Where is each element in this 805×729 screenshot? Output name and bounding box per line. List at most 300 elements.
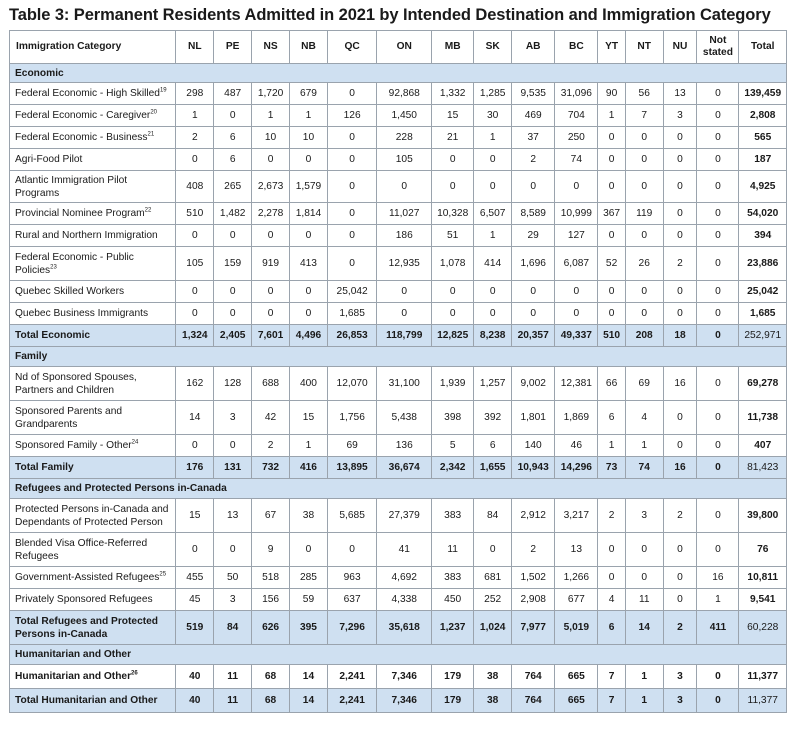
value-cell: 7,346	[377, 689, 432, 713]
total-cell: 54,020	[739, 203, 787, 225]
value-cell: 42	[252, 401, 290, 435]
value-cell: 3	[214, 401, 252, 435]
total-cell: 394	[739, 225, 787, 247]
value-cell: 1	[697, 589, 739, 611]
value-cell: 1,324	[176, 325, 214, 347]
value-cell: 1,237	[432, 611, 474, 645]
value-cell: 0	[663, 281, 697, 303]
table-row	[10, 533, 787, 567]
value-cell: 0	[474, 303, 512, 325]
value-cell: 0	[625, 171, 663, 203]
table-row	[10, 105, 787, 127]
value-cell: 0	[377, 303, 432, 325]
value-cell: 398	[432, 401, 474, 435]
value-cell: 450	[432, 589, 474, 611]
value-cell: 2	[512, 149, 555, 171]
category-cell: Quebec Skilled Workers	[10, 281, 176, 303]
category-cell: Government-Assisted Refugees$^{25}$	[10, 567, 176, 589]
value-cell: 159	[214, 247, 252, 281]
value-cell: 11	[432, 533, 474, 567]
value-cell: 0	[327, 171, 376, 203]
column-header-category: Immigration Category	[10, 31, 176, 64]
category-cell: Federal Economic - Business$^{21}$	[10, 127, 176, 149]
value-cell: 0	[663, 303, 697, 325]
value-cell: 1,266	[555, 567, 598, 589]
value-cell: 0	[176, 149, 214, 171]
value-cell: 16	[663, 367, 697, 401]
value-cell: 49,337	[555, 325, 598, 347]
value-cell: 408	[176, 171, 214, 203]
value-cell: 162	[176, 367, 214, 401]
value-cell: 1	[625, 665, 663, 689]
total-row	[10, 611, 787, 645]
value-cell: 13,895	[327, 457, 376, 479]
value-cell: 128	[214, 367, 252, 401]
value-cell: 119	[625, 203, 663, 225]
total-cell: 11,377	[739, 665, 787, 689]
value-cell: 0	[377, 171, 432, 203]
value-cell: 0	[625, 149, 663, 171]
column-header: NL	[176, 31, 214, 64]
total-cell: 81,423	[739, 457, 787, 479]
value-cell: 228	[377, 127, 432, 149]
value-cell: 0	[663, 401, 697, 435]
value-cell: 12,070	[327, 367, 376, 401]
total-cell: 2,808	[739, 105, 787, 127]
value-cell: 12,825	[432, 325, 474, 347]
value-cell: 0	[598, 567, 625, 589]
value-cell: 0	[697, 457, 739, 479]
total-cell: 60,228	[739, 611, 787, 645]
value-cell: 0	[214, 533, 252, 567]
value-cell: 0	[697, 499, 739, 533]
table-row	[10, 171, 787, 203]
value-cell: 0	[697, 325, 739, 347]
value-cell: 455	[176, 567, 214, 589]
value-cell: 90	[598, 83, 625, 105]
value-cell: 0	[598, 171, 625, 203]
value-cell: 2,241	[327, 689, 376, 713]
category-cell: Provincial Nominee Program$^{22}$	[10, 203, 176, 225]
table-row	[10, 149, 787, 171]
value-cell: 637	[327, 589, 376, 611]
value-cell: 15	[432, 105, 474, 127]
table-title: Table 3: Permanent Residents Admitted in 2021 by Intended Destination and Immigration Category	[9, 6, 771, 24]
value-cell: 2,908	[512, 589, 555, 611]
value-cell: 688	[252, 367, 290, 401]
value-cell: 13	[214, 499, 252, 533]
section-row	[10, 645, 787, 665]
value-cell: 11	[214, 665, 252, 689]
value-cell: 0	[474, 171, 512, 203]
value-cell: 1,482	[214, 203, 252, 225]
value-cell: 59	[290, 589, 328, 611]
value-cell: 29	[512, 225, 555, 247]
column-header: PE	[214, 31, 252, 64]
value-cell: 0	[214, 105, 252, 127]
category-cell: Federal Economic - Caregiver$^{20}$	[10, 105, 176, 127]
total-cell: 11,377	[739, 689, 787, 713]
value-cell: 1,257	[474, 367, 512, 401]
value-cell: 0	[290, 149, 328, 171]
value-cell: 1	[598, 105, 625, 127]
total-cell: 252,971	[739, 325, 787, 347]
value-cell: 73	[598, 457, 625, 479]
value-cell: 0	[176, 533, 214, 567]
value-cell: 1,285	[474, 83, 512, 105]
value-cell: 10,999	[555, 203, 598, 225]
value-cell: 176	[176, 457, 214, 479]
value-cell: 35,618	[377, 611, 432, 645]
value-cell: 21	[432, 127, 474, 149]
value-cell: 14,296	[555, 457, 598, 479]
value-cell: 1	[290, 435, 328, 457]
value-cell: 3	[663, 665, 697, 689]
value-cell: 8,238	[474, 325, 512, 347]
value-cell: 118,799	[377, 325, 432, 347]
footnote-ref: 24	[131, 439, 139, 446]
value-cell: 1	[625, 689, 663, 713]
value-cell: 265	[214, 171, 252, 203]
value-cell: 7,346	[377, 665, 432, 689]
value-cell: 14	[176, 401, 214, 435]
value-cell: 105	[377, 149, 432, 171]
value-cell: 0	[663, 533, 697, 567]
value-cell: 18	[663, 325, 697, 347]
value-cell: 0	[663, 225, 697, 247]
value-cell: 14	[290, 689, 328, 713]
value-cell: 1,801	[512, 401, 555, 435]
table-row	[10, 567, 787, 589]
value-cell: 3	[663, 689, 697, 713]
value-cell: 0	[625, 303, 663, 325]
value-cell: 3	[625, 499, 663, 533]
value-cell: 5,438	[377, 401, 432, 435]
total-cell: 9,541	[739, 589, 787, 611]
value-cell: 510	[176, 203, 214, 225]
value-cell: 67	[252, 499, 290, 533]
value-cell: 45	[176, 589, 214, 611]
value-cell: 7	[598, 689, 625, 713]
value-cell: 0	[214, 435, 252, 457]
value-cell: 92,868	[377, 83, 432, 105]
value-cell: 31,096	[555, 83, 598, 105]
value-cell: 0	[697, 105, 739, 127]
total-cell: 1,685	[739, 303, 787, 325]
value-cell: 0	[625, 127, 663, 149]
value-cell: 0	[663, 171, 697, 203]
value-cell: 704	[555, 105, 598, 127]
value-cell: 1,756	[327, 401, 376, 435]
column-header: Not stated	[697, 31, 739, 64]
value-cell: 0	[327, 149, 376, 171]
value-cell: 0	[327, 127, 376, 149]
value-cell: 84	[214, 611, 252, 645]
value-cell: 0	[432, 303, 474, 325]
value-cell: 4,338	[377, 589, 432, 611]
value-cell: 156	[252, 589, 290, 611]
column-header: ON	[377, 31, 432, 64]
value-cell: 4	[625, 401, 663, 435]
value-cell: 140	[512, 435, 555, 457]
value-cell: 8,589	[512, 203, 555, 225]
value-cell: 679	[290, 83, 328, 105]
value-cell: 2	[252, 435, 290, 457]
value-cell: 1,939	[432, 367, 474, 401]
column-header: MB	[432, 31, 474, 64]
column-header: QC	[327, 31, 376, 64]
value-cell: 0	[327, 533, 376, 567]
value-cell: 400	[290, 367, 328, 401]
value-cell: 4	[598, 589, 625, 611]
value-cell: 37	[512, 127, 555, 149]
value-cell: 11	[625, 589, 663, 611]
value-cell: 764	[512, 689, 555, 713]
table-row	[10, 203, 787, 225]
value-cell: 0	[214, 281, 252, 303]
table-row	[10, 225, 787, 247]
value-cell: 69	[327, 435, 376, 457]
header-row	[10, 31, 787, 64]
value-cell: 41	[377, 533, 432, 567]
category-cell: Protected Persons in-Canada and Dependants of Protected Person	[10, 499, 176, 533]
value-cell: 2	[512, 533, 555, 567]
total-row	[10, 325, 787, 347]
table-row	[10, 589, 787, 611]
value-cell: 0	[214, 225, 252, 247]
value-cell: 0	[176, 281, 214, 303]
value-cell: 413	[290, 247, 328, 281]
value-cell: 26	[625, 247, 663, 281]
category-cell: Privately Sponsored Refugees	[10, 589, 176, 611]
value-cell: 5,685	[327, 499, 376, 533]
value-cell: 0	[432, 149, 474, 171]
value-cell: 0	[327, 225, 376, 247]
column-header: NS	[252, 31, 290, 64]
value-cell: 1,655	[474, 457, 512, 479]
value-cell: 13	[663, 83, 697, 105]
category-cell: Nd of Sponsored Spouses, Partners and Children	[10, 367, 176, 401]
value-cell: 0	[176, 303, 214, 325]
value-cell: 38	[290, 499, 328, 533]
column-header: NT	[625, 31, 663, 64]
value-cell: 50	[214, 567, 252, 589]
value-cell: 250	[555, 127, 598, 149]
value-cell: 6,507	[474, 203, 512, 225]
value-cell: 40	[176, 689, 214, 713]
table-row	[10, 83, 787, 105]
value-cell: 2	[176, 127, 214, 149]
value-cell: 0	[474, 281, 512, 303]
value-cell: 40	[176, 665, 214, 689]
value-cell: 74	[625, 457, 663, 479]
category-cell: Total Economic	[10, 325, 176, 347]
value-cell: 963	[327, 567, 376, 589]
value-cell: 6	[598, 401, 625, 435]
table-row	[10, 665, 787, 689]
table-row	[10, 401, 787, 435]
value-cell: 0	[697, 435, 739, 457]
total-row	[10, 689, 787, 713]
value-cell: 1	[290, 105, 328, 127]
value-cell: 1	[474, 225, 512, 247]
category-cell: Atlantic Immigration Pilot Programs	[10, 171, 176, 203]
footnote-ref: 26	[131, 670, 138, 677]
value-cell: 0	[598, 225, 625, 247]
value-cell: 10	[252, 127, 290, 149]
table-row	[10, 499, 787, 533]
value-cell: 0	[625, 533, 663, 567]
total-cell: 23,886	[739, 247, 787, 281]
value-cell: 0	[512, 303, 555, 325]
value-cell: 5	[432, 435, 474, 457]
value-cell: 0	[663, 149, 697, 171]
table-row	[10, 127, 787, 149]
value-cell: 105	[176, 247, 214, 281]
value-cell: 126	[327, 105, 376, 127]
section-label: Humanitarian and Other	[10, 645, 787, 665]
value-cell: 2	[598, 499, 625, 533]
category-cell: Total Family	[10, 457, 176, 479]
value-cell: 0	[697, 149, 739, 171]
value-cell: 2,673	[252, 171, 290, 203]
total-cell: 565	[739, 127, 787, 149]
value-cell: 68	[252, 689, 290, 713]
value-cell: 51	[432, 225, 474, 247]
value-cell: 46	[555, 435, 598, 457]
footnote-ref: 22	[144, 207, 152, 214]
value-cell: 3	[663, 105, 697, 127]
value-cell: 36,674	[377, 457, 432, 479]
section-row	[10, 64, 787, 83]
total-cell: 187	[739, 149, 787, 171]
value-cell: 1	[252, 105, 290, 127]
value-cell: 2	[663, 247, 697, 281]
value-cell: 1,685	[327, 303, 376, 325]
value-cell: 131	[214, 457, 252, 479]
value-cell: 6	[214, 149, 252, 171]
value-cell: 0	[252, 149, 290, 171]
value-cell: 1	[625, 435, 663, 457]
value-cell: 0	[377, 281, 432, 303]
value-cell: 0	[598, 533, 625, 567]
value-cell: 7,977	[512, 611, 555, 645]
total-cell: 76	[739, 533, 787, 567]
value-cell: 1,078	[432, 247, 474, 281]
value-cell: 1,720	[252, 83, 290, 105]
value-cell: 2	[663, 611, 697, 645]
column-header: YT	[598, 31, 625, 64]
value-cell: 0	[432, 171, 474, 203]
value-cell: 31,100	[377, 367, 432, 401]
value-cell: 16	[663, 457, 697, 479]
table-row	[10, 435, 787, 457]
value-cell: 9,002	[512, 367, 555, 401]
value-cell: 10	[290, 127, 328, 149]
value-cell: 0	[252, 303, 290, 325]
total-cell: 4,925	[739, 171, 787, 203]
value-cell: 127	[555, 225, 598, 247]
total-cell: 10,811	[739, 567, 787, 589]
category-cell: Rural and Northern Immigration	[10, 225, 176, 247]
value-cell: 1,502	[512, 567, 555, 589]
value-cell: 4,692	[377, 567, 432, 589]
value-cell: 186	[377, 225, 432, 247]
value-cell: 10,328	[432, 203, 474, 225]
value-cell: 0	[697, 203, 739, 225]
value-cell: 252	[474, 589, 512, 611]
footnote-ref: 21	[147, 131, 155, 138]
value-cell: 52	[598, 247, 625, 281]
value-cell: 0	[290, 533, 328, 567]
value-cell: 0	[697, 225, 739, 247]
value-cell: 179	[432, 689, 474, 713]
value-cell: 487	[214, 83, 252, 105]
value-cell: 16	[697, 567, 739, 589]
footnote-ref: 25	[159, 571, 167, 578]
category-cell: Federal Economic - High Skilled$^{19}$	[10, 83, 176, 105]
value-cell: 25,042	[327, 281, 376, 303]
section-label: Economic	[10, 64, 787, 83]
value-cell: 519	[176, 611, 214, 645]
value-cell: 5,019	[555, 611, 598, 645]
value-cell: 0	[663, 203, 697, 225]
value-cell: 518	[252, 567, 290, 589]
value-cell: 0	[697, 665, 739, 689]
value-cell: 66	[598, 367, 625, 401]
value-cell: 285	[290, 567, 328, 589]
value-cell: 6,087	[555, 247, 598, 281]
value-cell: 0	[327, 203, 376, 225]
value-cell: 4,496	[290, 325, 328, 347]
value-cell: 0	[697, 533, 739, 567]
category-cell: Total Refugees and Protected Persons in-Canada	[10, 611, 176, 645]
value-cell: 626	[252, 611, 290, 645]
value-cell: 1	[176, 105, 214, 127]
value-cell: 12,935	[377, 247, 432, 281]
value-cell: 414	[474, 247, 512, 281]
value-cell: 1,869	[555, 401, 598, 435]
value-cell: 677	[555, 589, 598, 611]
footnote-ref: 19	[159, 87, 167, 94]
total-cell: 25,042	[739, 281, 787, 303]
value-cell: 0	[252, 281, 290, 303]
value-cell: 68	[252, 665, 290, 689]
value-cell: 0	[327, 247, 376, 281]
value-cell: 0	[697, 303, 739, 325]
value-cell: 0	[598, 281, 625, 303]
value-cell: 1	[474, 127, 512, 149]
value-cell: 367	[598, 203, 625, 225]
value-cell: 1,579	[290, 171, 328, 203]
value-cell: 14	[290, 665, 328, 689]
value-cell: 0	[598, 149, 625, 171]
value-cell: 0	[663, 435, 697, 457]
value-cell: 0	[697, 367, 739, 401]
column-header: NU	[663, 31, 697, 64]
value-cell: 732	[252, 457, 290, 479]
value-cell: 0	[598, 127, 625, 149]
value-cell: 0	[697, 281, 739, 303]
value-cell: 0	[598, 303, 625, 325]
value-cell: 13	[555, 533, 598, 567]
value-cell: 11,027	[377, 203, 432, 225]
total-cell: 69,278	[739, 367, 787, 401]
value-cell: 0	[663, 127, 697, 149]
value-cell: 6	[214, 127, 252, 149]
table-row	[10, 367, 787, 401]
value-cell: 30	[474, 105, 512, 127]
